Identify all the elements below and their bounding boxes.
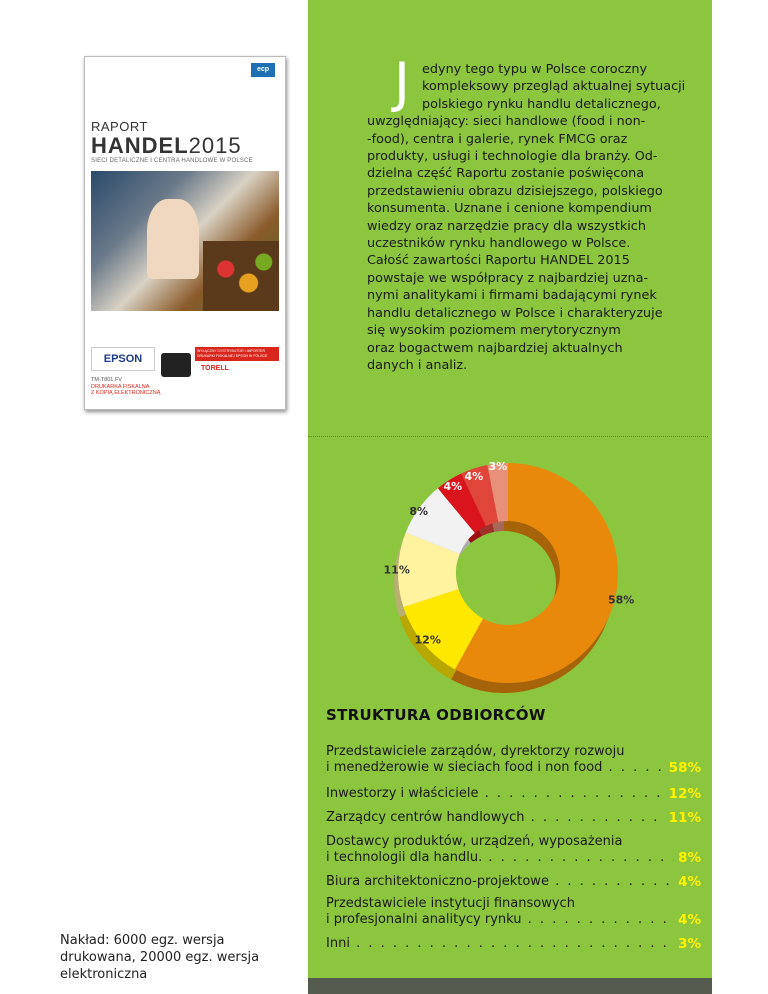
advert-banner: WYŁĄCZNY DYSTRYBUTOR I IMPORTER DRUKARKI FISKALNEJ EPSON W POLSCE bbox=[195, 347, 279, 361]
legend-row: Zarządcy centrów handlowych . . . 11% bbox=[326, 810, 701, 826]
cover-photo bbox=[91, 171, 279, 311]
donut-label: 12% bbox=[414, 633, 441, 647]
legend-row: Przedstawiciele zarządów, dyrektorzy rozwoju i menedżerowie w sieciach food i non food . . . 58% bbox=[326, 744, 701, 776]
intro-paragraph bbox=[367, 61, 707, 374]
intro-line: się wysokim poziomem merytorycznym bbox=[367, 323, 621, 339]
printer-model: TM-T801 FV DRUKARKA FISKALNA Z KOPIĄ ELEKTRONICZNĄ bbox=[91, 377, 161, 396]
cover-title: HANDEL2015 bbox=[91, 133, 242, 158]
legend-percent: 58% bbox=[665, 760, 701, 776]
legend-title: STRUKTURA ODBIORCÓW bbox=[326, 706, 546, 724]
intro-line: Całość zawartości Raportu HANDEL 2015 bbox=[367, 253, 630, 269]
donut-label: 3% bbox=[488, 459, 508, 473]
printer-image bbox=[161, 353, 191, 377]
donut-chart bbox=[380, 458, 640, 698]
drop-cap: J bbox=[394, 51, 410, 114]
donut-label: 8% bbox=[409, 505, 429, 519]
torell-logo: TORELL bbox=[201, 365, 229, 372]
cover-advert bbox=[91, 347, 279, 399]
donut-label: 58% bbox=[608, 593, 635, 607]
cover-subtitle: SIECI DETALICZNE I CENTRA HANDLOWE W POLSCE bbox=[91, 158, 253, 164]
legend-percent: 4% bbox=[674, 912, 701, 928]
donut-label: 11% bbox=[383, 563, 410, 577]
footer-bar bbox=[308, 978, 712, 994]
cover-raport-label: RAPORT bbox=[91, 119, 148, 134]
legend-row: Przedstawiciele instytucji finansowych i profesjonalni analitycy rynku . . . 4% bbox=[326, 896, 701, 928]
intro-line: dzielna część Raportu zostanie poświęcona bbox=[367, 166, 645, 182]
donut-label: 4% bbox=[464, 469, 484, 483]
intro-line: kompleksowy przegląd aktualnej sytuacji bbox=[422, 79, 686, 95]
legend-percent: 8% bbox=[674, 850, 701, 866]
fruit-stand-image bbox=[203, 241, 279, 311]
donut-label: 4% bbox=[443, 480, 463, 494]
intro-line: przedstawieniu obrazu dzisiejszego, polskiego bbox=[367, 183, 663, 199]
legend-row: Dostawcy produktów, urządzeń, wyposażenia i technologii dla handlu. . . . 8% bbox=[326, 834, 701, 866]
intro-line: edyny tego typu w Polsce coroczny bbox=[422, 62, 648, 77]
legend-row: Biura architektoniczno-projektowe . . . 4% bbox=[326, 874, 701, 890]
publisher-logo: ecp bbox=[251, 63, 275, 77]
dotted-divider bbox=[308, 436, 708, 437]
intro-line: danych i analiz. bbox=[367, 357, 468, 373]
intro-line: oraz bogactwem najbardziej aktualnych bbox=[367, 340, 623, 356]
donut-chart-svg bbox=[380, 458, 640, 698]
legend-percent: 4% bbox=[674, 874, 701, 890]
intro-line: produkty, usługi i technologie dla branży. Od- bbox=[367, 149, 658, 165]
girl-image bbox=[147, 199, 199, 279]
legend-percent: 11% bbox=[665, 810, 701, 826]
intro-line: uczestników rynku handlowego w Polsce. bbox=[367, 236, 631, 252]
intro-line: nymi analitykami i firmami badającymi rynek bbox=[367, 288, 657, 304]
legend-row: Inni . . . 3% bbox=[326, 936, 701, 952]
intro-line: uwzględniający: sieci handlowe (food i non- bbox=[367, 114, 646, 130]
legend-row: Inwestorzy i właściciele . . . 12% bbox=[326, 786, 701, 802]
intro-line: -food), centra i galerie, rynek FMCG oraz bbox=[367, 131, 628, 147]
intro-line: powstaje we współpracy z najbardziej uzna- bbox=[367, 270, 649, 286]
epson-logo: EPSON bbox=[91, 347, 155, 371]
intro-line: wiedzy oraz narzędzie pracy dla wszystkich bbox=[367, 218, 646, 234]
intro-line: polskiego rynku handlu detalicznego, bbox=[422, 96, 661, 112]
legend-percent: 12% bbox=[665, 786, 701, 802]
circulation-note: Nakład: 6000 egz. wersja drukowana, 20000 egz. wersja elektroniczna bbox=[60, 933, 260, 982]
report-cover bbox=[84, 56, 286, 410]
intro-line: handlu detalicznego w Polsce i charakteryzuje bbox=[367, 305, 663, 321]
legend-percent: 3% bbox=[674, 936, 701, 952]
intro-line: konsumenta. Uznane i cenione kompendium bbox=[367, 201, 652, 217]
